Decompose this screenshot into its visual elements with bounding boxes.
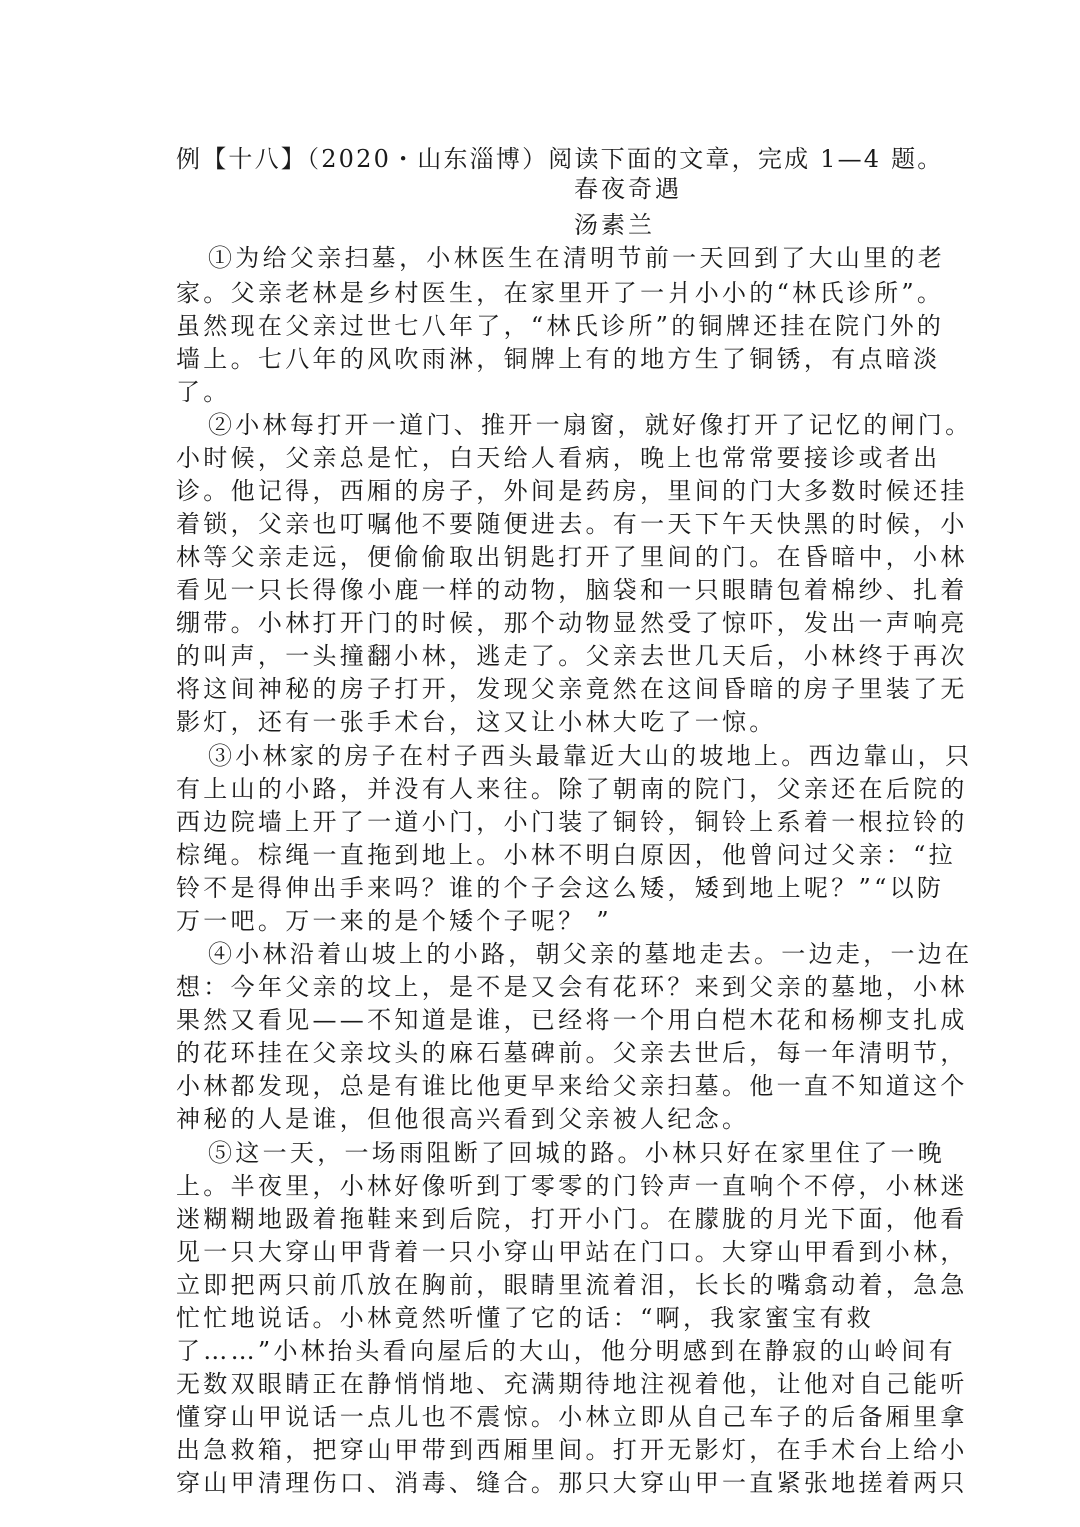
text-line: 无数双眼睛正在静悄悄地、充满期待地注视着他，让他对自己能听 (176, 1370, 968, 1398)
text-line: 迷糊糊地趿着拖鞋来到后院，打开小门。在朦胧的月光下面，他看 (176, 1205, 968, 1233)
text-line: 万一吧。万一来的是个矮个子呢？ ” (176, 907, 612, 935)
text-line: 懂穿山甲说话一点儿也不震惊。小林立即从自己车子的后备厢里拿 (176, 1403, 968, 1431)
text-line: 铃不是得伸出手来吗？谁的个子会这么矮，矮到地上呢？”“以防 (176, 874, 945, 902)
text-line: 有上山的小路，并没有人来往。除了朝南的院门，父亲还在后院的 (176, 775, 968, 803)
text-line: 小林都发现，总是有谁比他更早来给父亲扫墓。他一直不知道这个 (176, 1072, 968, 1100)
text-line: ③小林家的房子在村子西头最靠近大山的坡地上。西边靠山，只 (208, 742, 973, 770)
text-line: 的叫声，一头撞翻小林，逃走了。父亲去世几天后，小林终于再次 (176, 642, 968, 670)
text-line: ①为给父亲扫墓，小林医生在清明节前一天回到了大山里的老 (208, 244, 946, 272)
text-line: 见一只大穿山甲背着一只小穿山甲站在门口。大穿山甲看到小林， (176, 1238, 968, 1266)
text-line: 着锁，父亲也叮嘱他不要随便进去。有一天下午天快黑的时候，小 (176, 510, 968, 538)
text-line: 虽然现在父亲过世七八年了，“林氏诊所”的铜牌还挂在院门外的 (176, 312, 945, 340)
text-line: 想：今年父亲的坟上，是不是又会有花环？来到父亲的墓地，小林 (176, 973, 968, 1001)
text-line: ⑤这一天，一场雨阻断了回城的路。小林只好在家里住了一晚 (208, 1139, 946, 1167)
text-line: 家。父亲老林是乡村医生，在家里开了一爿小小的“林氏诊所”。 (176, 279, 945, 307)
text-line: 神秘的人是谁，但他很高兴看到父亲被人纪念。 (176, 1105, 750, 1133)
text-line: 看见一只长得像小鹿一样的动物，脑袋和一只眼睛包着棉纱、扎着 (176, 576, 968, 604)
text-line: 忙忙地说话。小林竟然听懂了它的话：“啊，我家蜜宝有救 (176, 1304, 875, 1332)
text-line: 诊。他记得，西厢的房子，外间是药房，里间的门大多数时候还挂 (176, 477, 968, 505)
text-line: 棕绳。棕绳一直拖到地上。小林不明白原因，他曾问过父亲：“拉 (176, 841, 956, 869)
text-line: 西边院墙上开了一道小门，小门装了铜铃，铜铃上系着一根拉铃的 (176, 808, 968, 836)
text-line: 了……”小林抬头看向屋后的大山，他分明感到在静寂的山岭间有 (176, 1337, 956, 1365)
text-line: 果然又看见——不知道是谁，已经将一个用白桤木花和杨柳支扎成 (176, 1006, 968, 1034)
text-line: 林等父亲走远，便偷偷取出钥匙打开了里间的门。在昏暗中，小林 (176, 543, 968, 571)
text-line: ②小林每打开一道门、推开一扇窗，就好像打开了记忆的闸门。 (208, 411, 973, 439)
text-line: 墙上。七八年的风吹雨淋，铜牌上有的地方生了铜锈，有点暗淡 (176, 345, 941, 373)
article-author: 汤素兰 (574, 211, 655, 239)
text-line: 影灯，还有一张手术台，这又让小林大吃了一惊。 (176, 708, 777, 736)
text-line: 上。半夜里，小林好像听到丁零零的门铃声一直响个不停，小林迷 (176, 1172, 968, 1200)
text-line: 将这间神秘的房子打开，发现父亲竟然在这间昏暗的房子里装了无 (176, 675, 968, 703)
text-line: 穿山甲清理伤口、消毒、缝合。那只大穿山甲一直紧张地搓着两只 (176, 1469, 968, 1497)
question-header: 例【十八】（2020・山东淄博）阅读下面的文章，完成 1—4 题。 (176, 145, 944, 173)
text-line: 小时候，父亲总是忙，白天给人看病，晚上也常常要接诊或者出 (176, 444, 941, 472)
text-line: ④小林沿着山坡上的小路，朝父亲的墓地走去。一边走，一边在 (208, 940, 973, 968)
text-line: 出急救箱，把穿山甲带到西厢里间。打开无影灯，在手术台上给小 (176, 1436, 968, 1464)
text-line: 立即把两只前爪放在胸前，眼睛里流着泪，长长的嘴翕动着，急急 (176, 1271, 968, 1299)
text-line: 绷带。小林打开门的时候，那个动物显然受了惊吓，发出一声响亮 (176, 609, 968, 637)
text-line: 的花环挂在父亲坟头的麻石墓碑前。父亲去世后，每一年清明节， (176, 1039, 968, 1067)
article-title: 春夜奇遇 (574, 175, 682, 203)
text-line: 了。 (176, 378, 231, 406)
